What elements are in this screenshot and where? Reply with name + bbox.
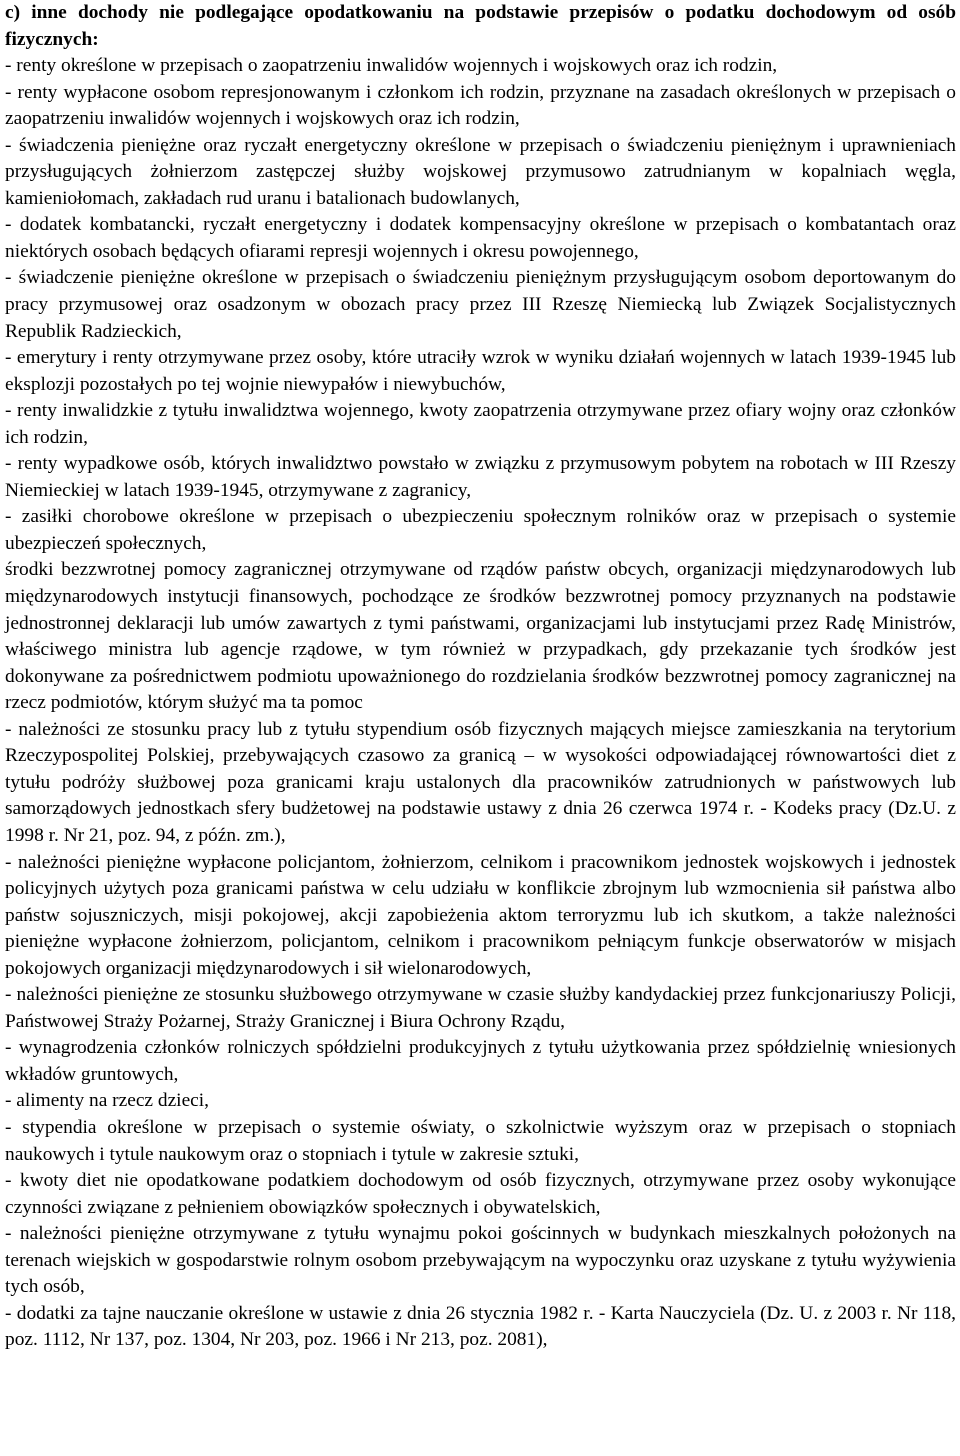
list-item: - renty wypłacone osobom represjonowanym i członkom ich rodzin, przyznane na zasadach określonych w przepisach o zaopatrzeniu inwalidów wojennych i wojskowych oraz ich rodzin,	[5, 81, 956, 130]
list-item: - należności pieniężne wypłacone policjantom, żołnierzom, celnikom i pracownikom jednostek wojskowych i jednostek policyjnych użytych poza granicami państwa w celu udziału w konflikcie zbrojnym lub wzmocnienia sił państwa albo państw sojuszniczych, misji pokojowej, akcji zapobieżenia aktom terroryzmu lub ich skutkom, a także należności pieniężne wypłacone żołnierzom, policjantom, celnikom i pracownikom pełniącym funkcje obserwatorów w misjach pokojowych organizacji międzynarodowych i sił wielonarodowych,	[5, 851, 956, 979]
list-item: - dodatek kombatancki, ryczałt energetyczny i dodatek kompensacyjny określone w przepisach o kombatantach oraz niektórych osobach będących ofiarami represji wojennych i okresu powojennego,	[5, 214, 956, 262]
list-item: - wynagrodzenia członków rolniczych spółdzielni produkcyjnych z tytułu użytkowania przez spółdzielnię wniesionych wkładów gruntowych,	[5, 1037, 956, 1085]
list-item: - dodatki za tajne nauczanie określone w ustawie z dnia 26 stycznia 1982 r. - Karta Nauczyciela (Dz. U. z 2003 r. Nr 118, poz. 1112, Nr 137, poz. 1304, Nr 203, poz. 1966 i Nr 213, poz. 2081),	[5, 1302, 956, 1351]
list-item: - należności pieniężne ze stosunku służbowego otrzymywane w czasie służby kandydackiej przez funkcjonariuszy Policji, Państwowej Straży Pożarnej, Straży Granicznej i Biura Ochrony Rządu,	[5, 984, 956, 1032]
list-item: - świadczenie pieniężne określone w przepisach o świadczeniu pieniężnym przysługującym osobom deportowanym do pracy przymusowej oraz osadzonym w obozach pracy przez III Rzeszę Niemiecką lub Związek Socjalistycznych Republik Radzieckich,	[5, 267, 956, 342]
list-item: - stypendia określone w przepisach o systemie oświaty, o szkolnictwie wyższym oraz w przepisach o stopniach naukowych i tytule naukowym oraz o stopniach i tytule w zakresie sztuki,	[5, 1116, 956, 1165]
list-item: - świadczenia pieniężne oraz ryczałt energetyczny określone w przepisach o świadczeniu pieniężnym i uprawnieniach przysługujących żołnierzom zastępczej służby wojskowej przymusowo zatrudnianym w kopalniach węgla, kamieniołomach, zakładach rud uranu i batalionach budowlanych,	[5, 134, 956, 209]
list-item: - kwoty diet nie opodatkowane podatkiem dochodowym od osób fizycznych, otrzymywane przez osoby wykonujące czynności związane z pełnieniem obowiązków społecznych i obywatelskich,	[5, 1170, 956, 1218]
list-item: - alimenty na rzecz dzieci,	[5, 1090, 210, 1112]
list-item: środki bezzwrotnej pomocy zagranicznej otrzymywane od rządów państw obcych, organizacji międzynarodowych lub międzynarodowych instytucji finansowych, pochodzące ze środków bezzwrotnej pomocy przyznanych na podstawie jednostronnej deklaracji lub umów zawartych z tymi państwami, organizacjami lub instytucjami przez Radę Ministrów, właściwego ministra lub agencje rządowe, w tym również w przypadkach, gdy przekazanie tych środków jest dokonywane za pośrednictwem podmiotu upoważnionego do rozdzielania środków bezzwrotnej pomocy zagranicznej na rzecz podmiotów, którym służyć ma ta pomoc	[5, 559, 956, 714]
list-item: - renty wypadkowe osób, których inwalidztwo powstało w związku z przymusowym pobytem na robotach w III Rzeszy Niemieckiej w latach 1939-1945, otrzymywane z zagranicy,	[5, 453, 956, 501]
list-item: - emerytury i renty otrzymywane przez osoby, które utraciły wzrok w wyniku działań wojennych w latach 1939-1945 lub eksplozji pozostałych po tej wojnie niewypałów i niewybuchów,	[5, 347, 956, 395]
list-item: - renty inwalidzkie z tytułu inwalidztwa wojennego, kwoty zaopatrzenia otrzymywane przez ofiary wojny oraz członków ich rodzin,	[5, 400, 956, 448]
section-heading: c) inne dochody nie podlegające opodatkowaniu na podstawie przepisów o podatku dochodowym od osób fizycznych:	[5, 2, 956, 50]
list-item: - renty określone w przepisach o zaopatrzeniu inwalidów wojennych i wojskowych oraz ich rodzin,	[5, 55, 778, 77]
list-item: - należności ze stosunku pracy lub z tytułu stypendium osób fizycznych mających miejsce zamieszkania na terytorium Rzeczypospolitej Polskiej, przebywających czasowo za granicą – w wysokości odpowiadającej równowartości diet z tytułu podróży służbowej poza granicami kraju ustalonych dla pracowników zatrudnionych w państwowych lub samorządowych jednostkach sfery budżetowej na podstawie ustawy z dnia 26 czerwca 1974 r. - Kodeks pracy (Dz.U. z 1998 r. Nr 21, poz. 94, z późn. zm.),	[5, 718, 956, 846]
list-item: - należności pieniężne otrzymywane z tytułu wynajmu pokoi gościnnych w budynkach mieszkalnych położonych na terenach wiejskich w gospodarstwie rolnym osobom przebywającym na wypoczynku oraz uzyskane z tytułu wyżywienia tych osób,	[5, 1223, 956, 1298]
document-page	[5, 0, 956, 1354]
list-item: - zasiłki chorobowe określone w przepisach o ubezpieczeniu społecznym rolników oraz w przepisach o systemie ubezpieczeń społecznych,	[5, 506, 956, 554]
